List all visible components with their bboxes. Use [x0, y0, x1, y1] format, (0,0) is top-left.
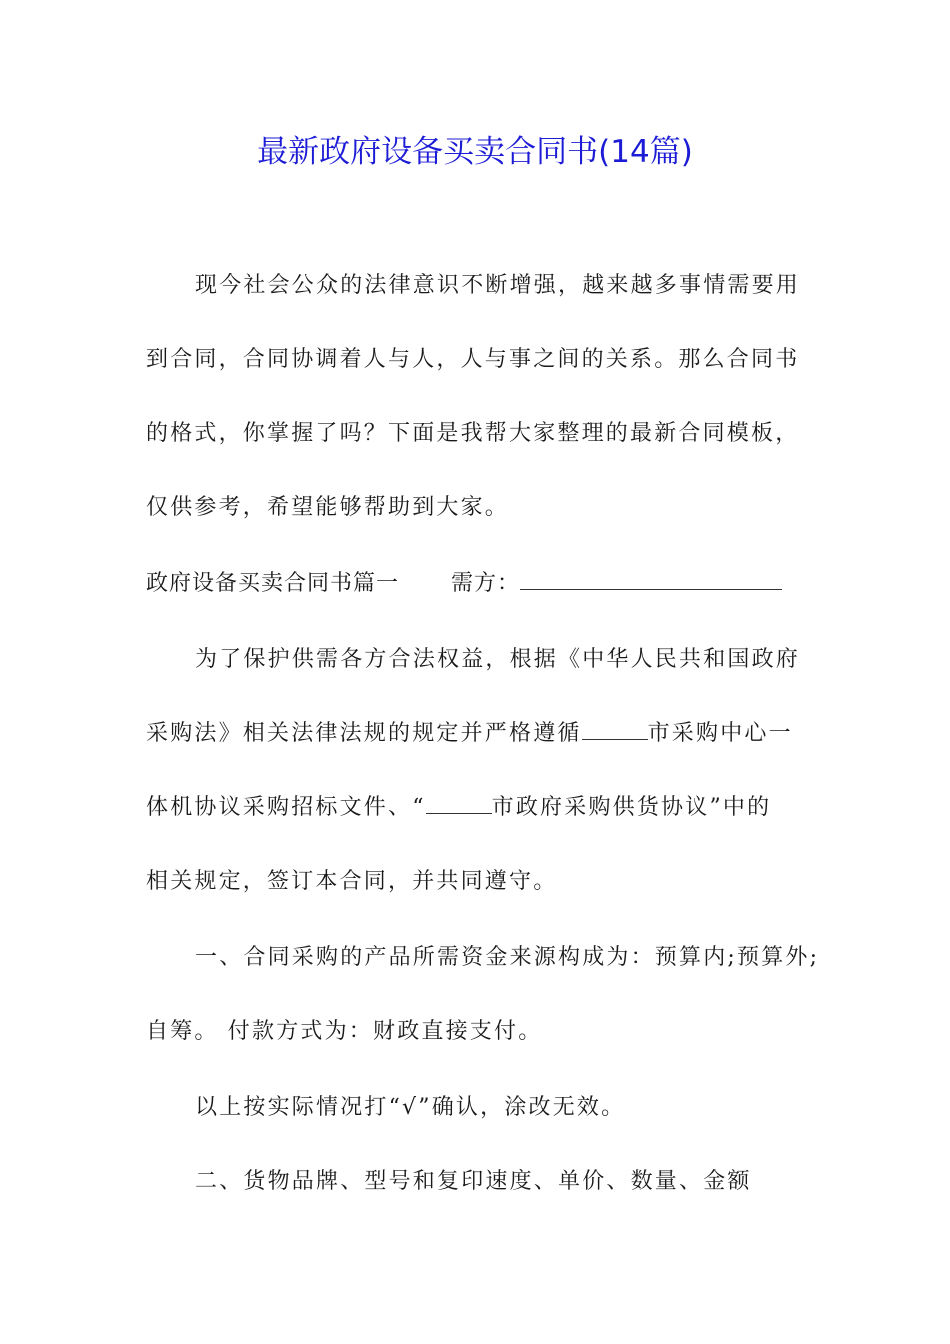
- clause2-heading: 二、货物品牌、型号和复印速度、单价、数量、金额: [195, 1169, 752, 1194]
- para2-line-4: 相关规定，签订本合同，并共同遵守。: [146, 869, 558, 894]
- clause1-line-2: 自筹。 付款方式为：财政直接支付。: [146, 1019, 543, 1044]
- para2-line-2: [146, 718, 793, 750]
- para2-line-3-text-a: 体机协议采购招标文件、“: [146, 795, 426, 820]
- intro-line-2: 到合同，合同协调着人与人，人与事之间的关系。那么合同书: [146, 347, 800, 372]
- party-blank-field[interactable]: [520, 569, 782, 590]
- para2-line-1: 为了保护供需各方合法权益，根据《中华人民共和国政府: [195, 647, 801, 672]
- confirm-note: 以上按实际情况打“√”确认，涂改无效。: [195, 1095, 626, 1120]
- party-label: 需方：: [451, 571, 521, 596]
- city-blank-field-2[interactable]: [426, 793, 492, 814]
- para2-line-3-text-b: 市政府采购供货协议”中的: [491, 795, 772, 820]
- clause1-line-1: 一、合同采购的产品所需资金来源构成为：预算内;预算外;: [195, 945, 820, 970]
- intro-line-1: 现今社会公众的法律意识不断增强，越来越多事情需要用: [195, 273, 801, 298]
- intro-line-3: 的格式，你掌握了吗？下面是我帮大家整理的最新合同模板，: [146, 421, 800, 446]
- city-blank-field-1[interactable]: [582, 719, 648, 740]
- document-title: 最新政府设备买卖合同书(14篇): [257, 134, 693, 170]
- para2-line-3: [146, 792, 771, 824]
- section-heading: 政府设备买卖合同书篇一: [146, 571, 400, 596]
- intro-line-4: 仅供参考，希望能够帮助到大家。: [146, 495, 510, 520]
- section-heading-row: [146, 568, 782, 600]
- para2-line-2-text-a: 采购法》相关法律法规的规定并严格遵循: [146, 721, 582, 746]
- para2-line-2-text-b: 市采购中心一: [647, 721, 793, 746]
